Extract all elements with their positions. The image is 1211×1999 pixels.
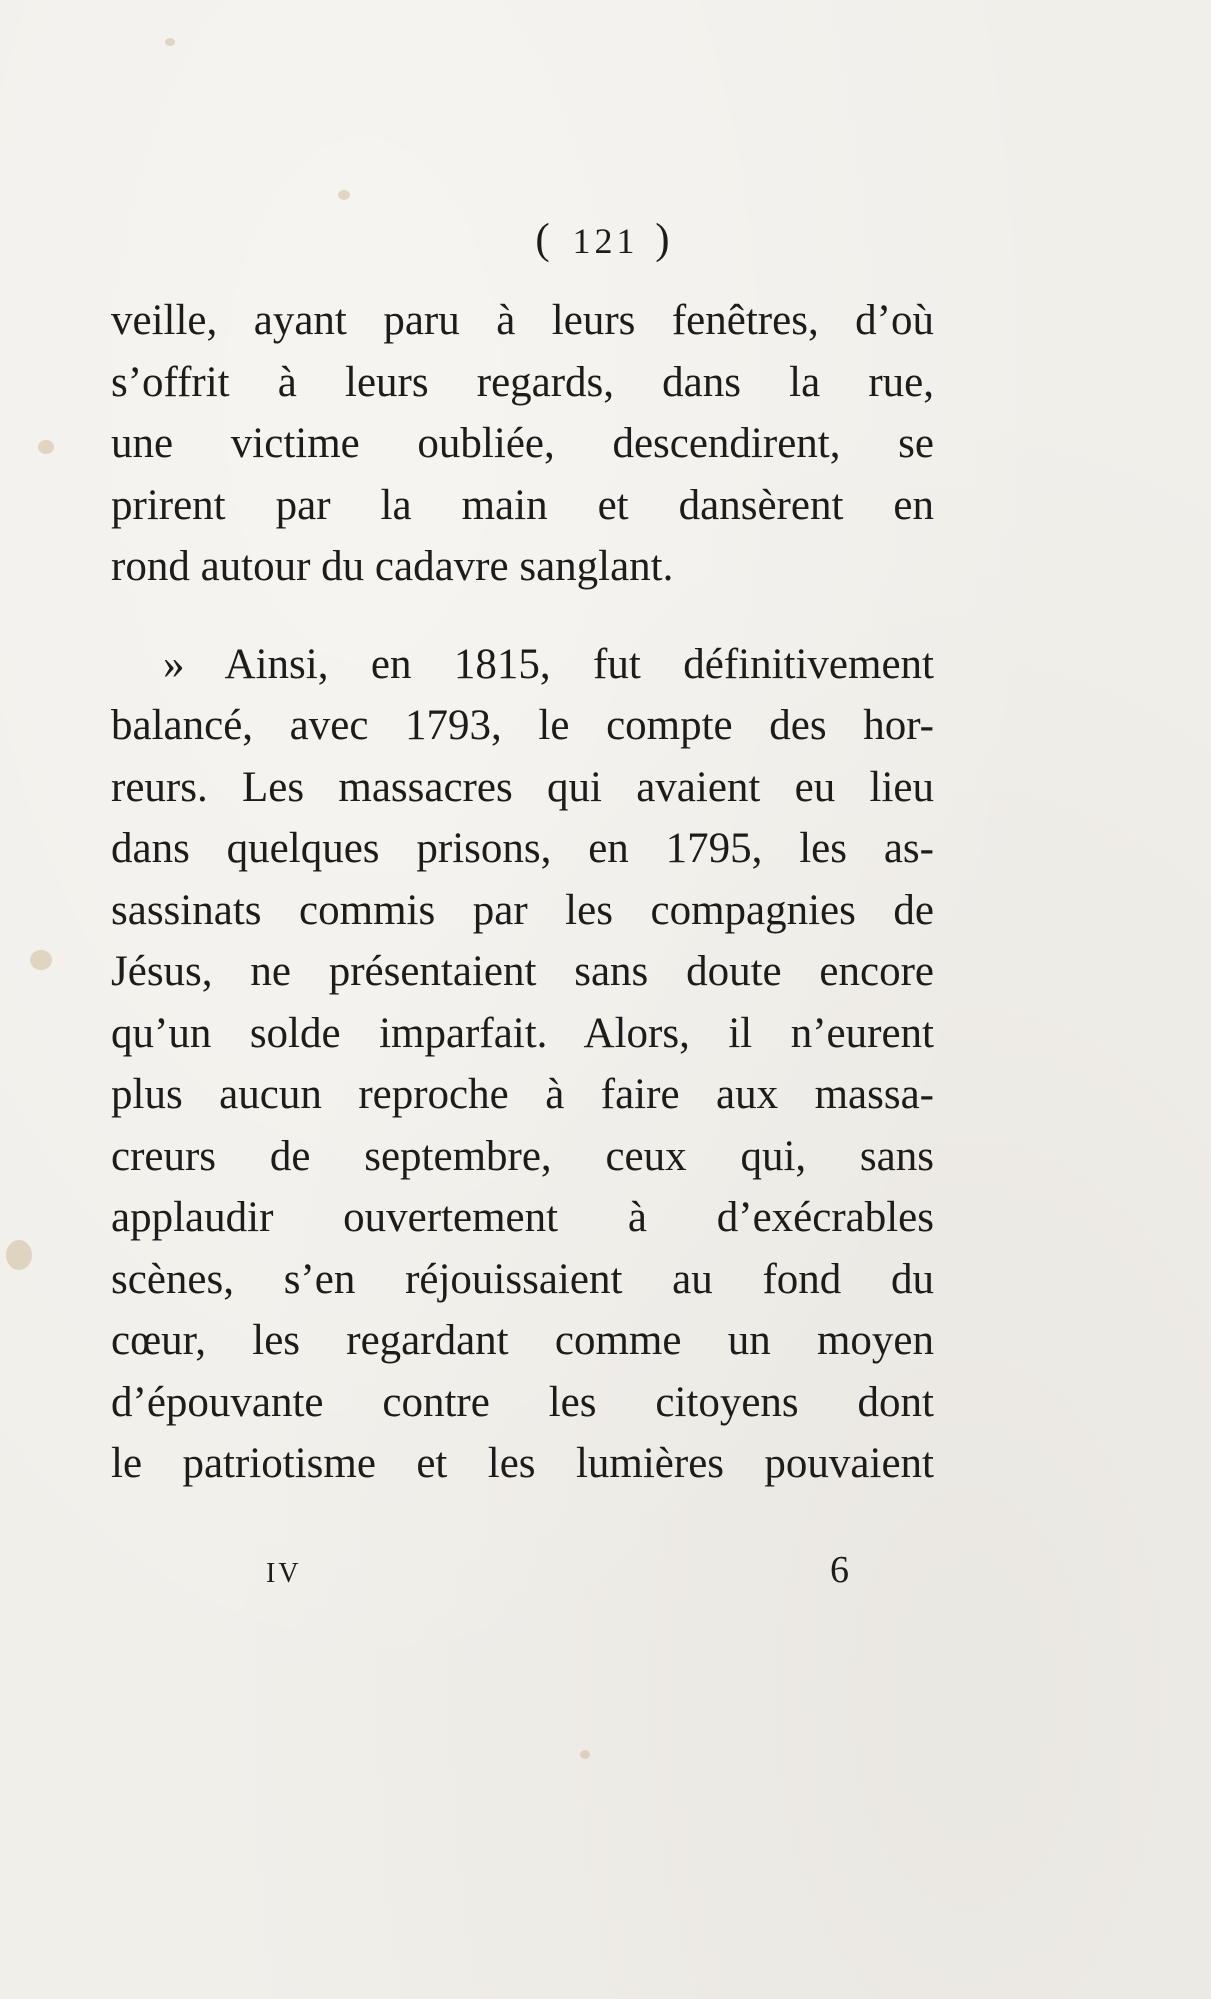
page-header [0, 215, 1211, 264]
text-line: » Ainsi, en 1815, fut définitivement [163, 640, 934, 688]
text-line: Jésus, ne présentaient sans doute encore [111, 948, 934, 995]
text-line: d’épouvante contre les citoyens dont [111, 1378, 934, 1426]
text-line: qu’un solde imparfait. Alors, il n’eurent [111, 1009, 934, 1057]
text-line: applaudir ouvertement à d’exécrables [111, 1194, 934, 1241]
paper-speck [165, 38, 175, 46]
folio-number: 6 [830, 1549, 849, 1591]
paragraph-1 [111, 290, 934, 598]
text-line: s’offrit à leurs regards, dans la rue, [111, 358, 934, 406]
page-footer [0, 1548, 1211, 1608]
text-line: prirent par la main et dansèrent en [111, 481, 934, 529]
text-line: reurs. Les massacres qui avaient eu lieu [111, 763, 934, 811]
paper-speck [30, 950, 52, 970]
text-line: une victime oubliée, descendirent, se [111, 420, 934, 467]
header-close-paren: ) [655, 216, 676, 263]
page-number: 121 [572, 221, 639, 261]
header-open-paren: ( [535, 216, 556, 263]
paper-speck [580, 1750, 590, 1759]
paper-speck [38, 440, 54, 454]
text-line: rond autour du cadavre sanglant. [111, 543, 674, 590]
text-line: balancé, avec 1793, le compte des hor- [111, 702, 934, 749]
text-line: dans quelques prisons, en 1795, les as- [111, 825, 934, 872]
paper-speck [338, 190, 350, 200]
text-line: sassinats commis par les compagnies de [111, 886, 934, 934]
paragraph-gap [111, 598, 934, 634]
text-line: plus aucun reproche à faire aux massa- [111, 1071, 934, 1118]
body-text [111, 290, 934, 1495]
signature-mark: IV [266, 1558, 302, 1589]
paper-speck [6, 1240, 32, 1270]
text-line: veille, ayant paru à leurs fenêtres, d’où [111, 297, 934, 344]
text-line: scènes, s’en réjouissaient au fond du [111, 1255, 934, 1303]
paragraph-2 [111, 634, 934, 1495]
text-line: le patriotisme et les lumières pouvaient [111, 1440, 934, 1487]
text-line: cœur, les regardant comme un moyen [111, 1317, 934, 1364]
text-line: creurs de septembre, ceux qui, sans [111, 1132, 934, 1180]
